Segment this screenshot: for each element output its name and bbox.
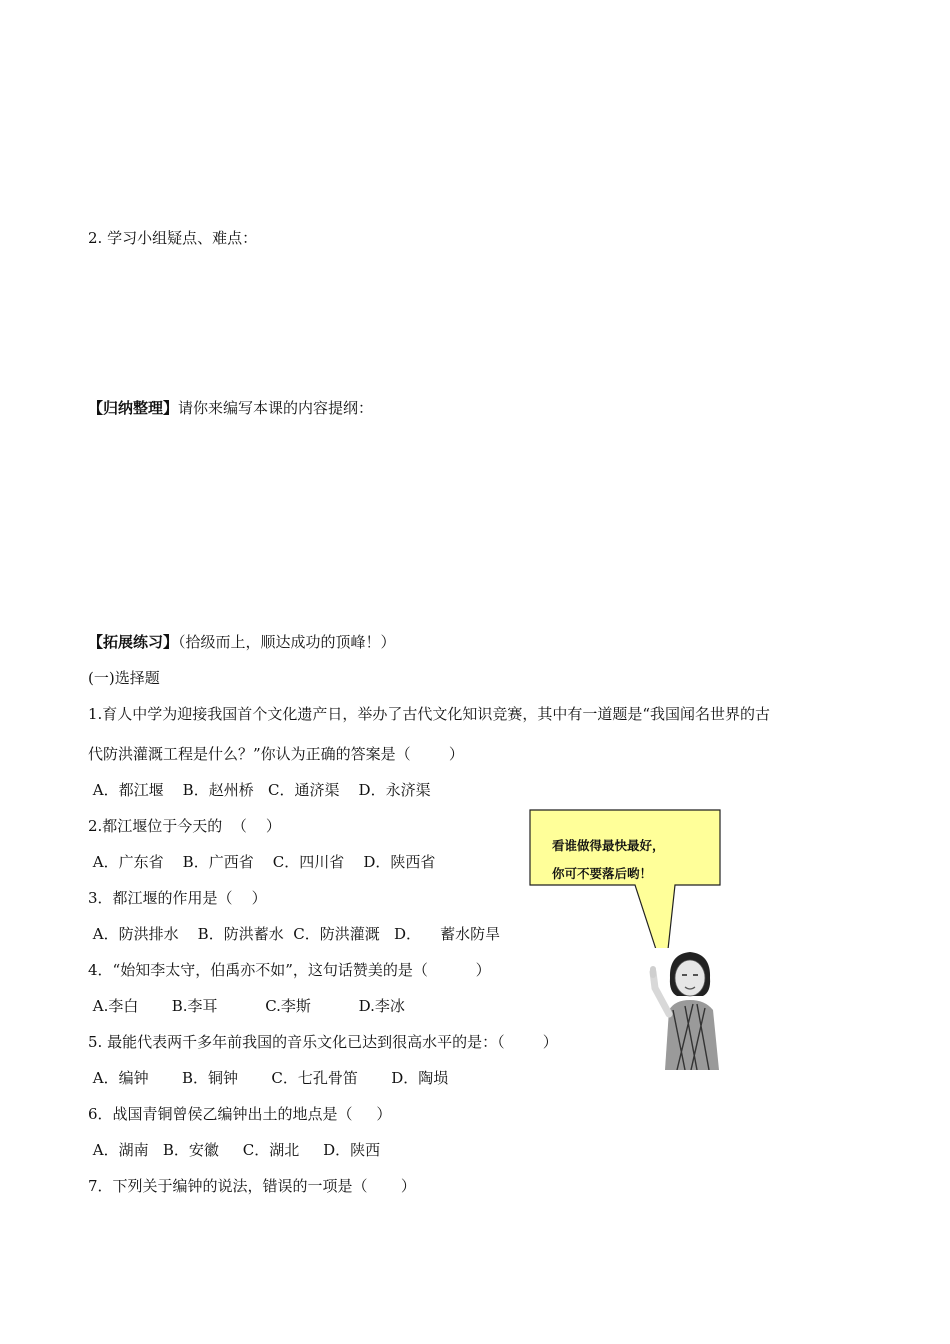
practice-text: （拾级而上，顺达成功的顶峰！） xyxy=(178,633,396,651)
question-5-stem: 5. 最能代表两千多年前我国的音乐文化已达到很高水平的是：（ ） xyxy=(88,1033,558,1051)
question-3-options: A．防洪排水 B．防洪蓄水 C．防洪灌溉 D． 蓄水防旱 xyxy=(88,925,501,943)
summary-label: 【归纳整理】 xyxy=(88,399,179,417)
summary-text: 请你来编写本课的内容提纲： xyxy=(178,399,374,417)
practice-label: 【拓展练习】 xyxy=(88,633,179,651)
speech-bubble-text xyxy=(552,832,665,888)
question-6-options: A．湖南 B．安徽 C．湖北 D．陕西 xyxy=(88,1141,381,1159)
question-1-stem-line-2: 代防洪灌溉工程是什么？”你认为正确的答案是（ ） xyxy=(88,745,464,763)
speech-bubble-line-2: 你可不要落后哟！ xyxy=(552,866,653,881)
question-6-stem: 6．战国青铜曾侯乙编钟出土的地点是（ ） xyxy=(88,1105,392,1123)
practice-heading xyxy=(88,632,396,652)
question-1-stem-line-1: 1.育人中学为迎接我国首个文化遗产日，举办了古代文化知识竞赛，其中有一道题是“我国闻名世界的古 xyxy=(88,705,770,723)
question-3-stem: 3．都江堰的作用是（ ） xyxy=(88,889,267,907)
speech-bubble-line-1: 看谁做得最快最好， xyxy=(552,838,665,853)
group-questions-heading: 2. 学习小组疑点、难点： xyxy=(88,229,258,247)
question-2-options: A．广东省 B．广西省 C．四川省 D．陕西省 xyxy=(88,853,436,871)
question-4-stem: 4．“始知李太守，伯禹亦不如”，这句话赞美的是（ ） xyxy=(88,961,491,979)
question-5-options: A．编钟 B．铜钟 C．七孔骨笛 D．陶埙 xyxy=(88,1069,449,1087)
summary-heading xyxy=(88,398,373,418)
girl-pointing-illustration xyxy=(645,948,735,1070)
question-1-options: A．都江堰 B．赵州桥 C．通济渠 D．永济渠 xyxy=(88,781,431,799)
question-4-options: A.李白 B.李耳 C.李斯 D.李冰 xyxy=(88,997,405,1015)
choice-heading: (一)选择题 xyxy=(88,669,160,687)
question-2-stem: 2.都江堰位于今天的 （ ） xyxy=(88,817,281,835)
question-7-stem: 7．下列关于编钟的说法，错误的一项是（ ） xyxy=(88,1177,416,1195)
